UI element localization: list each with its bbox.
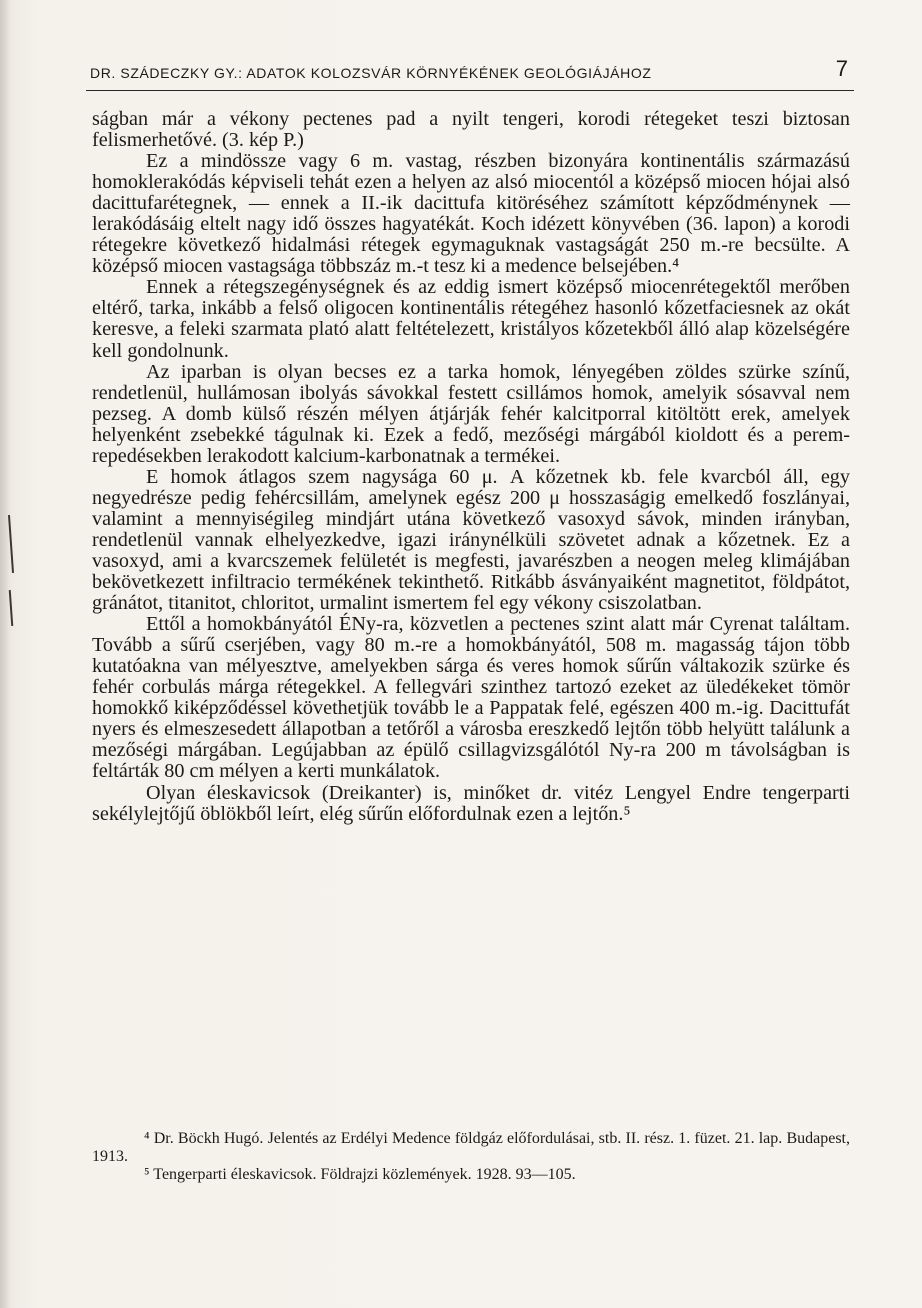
running-header: [86, 56, 854, 91]
paragraph: Az iparban is olyan becses ez a tarka homok, lényegében zöldes szürke színű, rendetlenül, hullámosan ibolyás sávokkal festett csillámos homok, amelyik sósavval nem pezseg. A domb külső részén mélyen átjárják fehér kalcitporral kitöltött erek, amelyek helyenként zsebekké tágulnak ki. Ezek a fedő, mezőségi márgából kioldott és a perem-repedésekben lerakodott kalcium-karbonatnak a termékei.: [92, 360, 850, 467]
footnote: ⁴ Dr. Böckh Hugó. Jelentés az Erdélyi Medence földgáz előfordulásai, stb. II. rész. 1. füzet. 21. lap. Budapest, 1913.: [92, 1130, 850, 1165]
footnote: ⁵ Tengerparti éleskavicsok. Földrajzi közlemények. 1928. 93—105.: [144, 1166, 576, 1183]
main-text: [92, 109, 850, 825]
running-title: DR. SZÁDECZKY GY.: ADATOK KOLOZSVÁR KÖRNYÉKÉNEK GEOLÓGIÁJÁHOZ: [90, 65, 652, 81]
paragraph: E homok átlagos szem nagysága 60 μ. A kőzetnek kb. fele kvarcból áll, egy negyedrésze pedig fehércsillám, amelynek egész 200 μ hosszaságig emelkedő foszlányai, valamint a mennyiségileg mindjárt utána következő vasoxyd sávok, minden irányban, rendetlenül vannak elhelyezkedve, igazi iránynélküli szövetet adnak a kőzetnek. Ez a vasoxyd, ami a kvarcszemek felületét is megfesti, javarészben a neogen meleg klimájában bekövetkezett infiltracio termékének tekinthető. Ritkább ásványaiként magnetitot, földpátot, gránátot, titanitot, chloritot, urmalint ismertem fel egy vékony csiszolatban.: [92, 465, 850, 615]
page-number: 7: [835, 56, 848, 81]
paragraph: Ennek a rétegszegénységnek és az eddig ismert középső miocenrétegektől merőben eltérő, tarka, inkább a felső oligocen kontinentális rétegéhez hasonló kőzetfaciesnek az okát keresve, a feleki szarmata plató alatt feltételezett, kristályos kőzetekből álló alap közelségére kell gondolnunk.: [92, 276, 850, 362]
paragraph: Ettől a homokbányától ÉNy-ra, közvetlen a pectenes szint alatt már Cyrenat találtam. Tovább a sűrű cserjében, vagy 80 m.-re a homokbányától, 508 m. magasság tájon több kutatóakna van mélyesztve, amelyekben sárga és veres homok sűrűn váltakozik szürke és fehér corbulás márga rétegekkel. A fellegvári szinthez tartozó ezeket az üledékeket tömör homokkő kiképződéssel követhetjük tovább le a Pappatak felé, egészen 400 m.-ig. Dacittufát nyers és elmeszesedett állapotban a tetőről a városba ereszkedő lejtőn több helyütt találunk a mezőségi márgában. Legújabban az épülő csillagvizsgálótól Ny-ra 200 m távolságban is feltárták 80 cm mélyen a kerti munkálatok.: [92, 613, 850, 783]
footnotes: [92, 1130, 850, 1184]
binding-gutter-shadow: [0, 0, 10, 1308]
paragraph: Olyan éleskavicsok (Dreikanter) is, minőket dr. vitéz Lengyel Endre tengerparti sekélylejtőjű öblökből leírt, elég sűrűn előfordulnak ezen a lejtőn.⁵: [92, 781, 850, 825]
paragraph: Ez a mindössze vagy 6 m. vastag, részben bizonyára kontinentális származású homoklerakódás képviseli tehát ezen a helyen az alsó miocentól a középső miocen hójai alsó dacittufarétegnek, — ennek a II.-ik dacittufa kitöréséhez számított képződménynek — lerakódásáig eltelt nagy idő összes hagyatékát. Koch idézett könyvében (36. lapon) a korodi rétegekre következő hidalmási rétegek egymaguknak vastagságát 250 m.-re becsülte. A középső miocen vastagsága többszáz m.-t tesz ki a medence belsejében.⁴: [92, 150, 850, 278]
paragraph: ságban már a vékony pectenes pad a nyilt tengeri, korodi rétegeket teszi biztosan felismerhetővé. (3. kép P.): [92, 108, 850, 152]
